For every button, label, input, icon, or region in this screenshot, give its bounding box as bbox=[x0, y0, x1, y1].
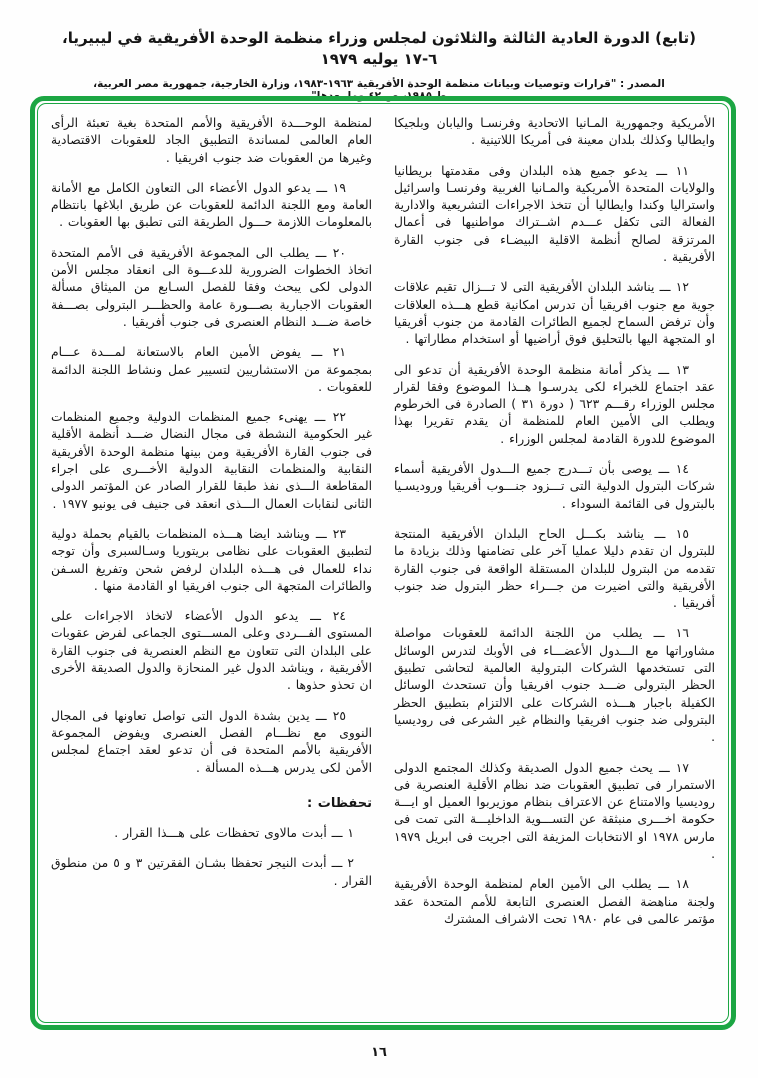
paragraph-17: ١٧ ـــ يحث جميع الدول الصديقة وكذلك المجتمع الدولى الاستمرار فى تطبيق العقوبات ضد نظام الأقلية العنصرية فى روديسيا والامتناع عن الاعتراف بنظام موزيربوا العميل او ايـــة حكومة اخـــرى منبثقة عن التســـوية الداخليـــة التى تمت فى مارس ١٩٧٨ او الانتخابات المزيفة التى اجريت فى ابريل ١٩٧٩ . bbox=[394, 760, 715, 861]
page-number: ١٦ bbox=[371, 1045, 387, 1060]
paragraph-19: ١٩ ـــ يدعو الدول الأعضاء الى التعاون الكامل مع الأمانة العامة ومع اللجنة الدائمة للعقوبات عن طريق ابلاغها بانتظام بالمعلومات اللازمة حـــول الطريقة التى تطبق بها العقوبات . bbox=[51, 180, 372, 230]
reservations-heading: تحفظات : bbox=[307, 795, 372, 811]
paragraph-22: ٢٢ ـــ يهنىء جميع المنظمات الدولية وجميع المنظمات غير الحكومية النشطة فى مجال النضال ضـــد أنظمة الأقلية فى جنوب القارة الأفريقية ومن بينها منظمة الوحدة الأفريقية النقابية والمنظمات النقابية الدولية الأخـــرى على اجراء المقاطعة الـــذى نفذ طبقا للقرار الصادر عن المؤتمر الدولى الثانى لنقابات العمال الـــذى انعقد فى جنيف فى يونيو ١٩٧٧ . bbox=[51, 410, 372, 511]
paragraph-14: ١٤ ـــ يوصى بأن تـــدرج جميع الـــدول الأفريقية أسماء شركات البترول الدولية التى تـــزود جنـــوب أفريقيا وروديسـيا بالبترول فى القائمة السوداء . bbox=[394, 462, 715, 511]
two-column-layout bbox=[51, 115, 715, 1015]
paragraph-continuation: الأمريكية وجمهورية المـانيا الاتحادية وفرنسـا واليابان وبلجيكا وايطاليا وكذلك بلدان معينة فى أمريكا اللاتينية . bbox=[394, 116, 715, 148]
paragraph-15: ١٥ ـــ يناشد بكـــل الحاح البلدان الأفريقية المنتجة للبترول ان تقدم دليلا عمليا آخر على تضامنها وذلك بزيادة ما تقدمه من البترول للبلدان المستقلة الواقعة فى جنوب القارة الأفريقية والتى اضيرت من جـــراء حظر البترول ضد جنوب أفريقيا . bbox=[394, 526, 715, 611]
page-header bbox=[0, 28, 758, 102]
paragraph-20: ٢٠ ـــ يطلب الى المجموعة الأفريقية فى الأمم المتحدة اتخاذ الخطوات الضرورية للدعـــوة الى انعقاد مجلس الأمن الدولى لكى يبحث وفقا للفصل السـابع من الميثاق مسألة العقوبات الاجبارية بصـــورة عامة والحظـــر البترولى بصـــفة خاصة ضـــد النظام العنصرى فى جنوب أفريقيا . bbox=[51, 245, 372, 329]
column-left bbox=[51, 115, 372, 1015]
reservation-1: ١ ـــ أبدت مالاوى تحفظات على هـــذا القرار . bbox=[114, 826, 354, 841]
column-right bbox=[394, 115, 715, 1015]
paragraph-13: ١٣ ـــ يذكر أمانة منظمة الوحدة الأفريقية أن تدعو الى عقد اجتماع للخبراء لكى يدرسـوا هــذا الموضوع وفقا لقرار مجلس الوزراء رقـــم ٦٢٣ ( دورة ٣١ ) الصادرة فى الخرطوم ويطلب الى الأمين العام للمنظمة أن يقدم تقريرا بهذا الموضوع للدورة القادمة لمجلس الوزراء . bbox=[394, 362, 715, 446]
paragraph-24: ٢٤ ـــ يدعو الدول الأعضاء لاتخاذ الاجراءات على المستوى الفـــردى وعلى المســـتوى الجماعى لفرض عقوبات على البلدان التى تتعاون مع النظم العنصرية فى جنوب القارة الأفريقية ، ويناشد الدول غير المنحازة والدول الصديقة الأخرى ان تحذو حذوها . bbox=[51, 609, 372, 693]
reservation-2: ٢ ـــ أبدت النيجر تحفظا بشـان الفقرتين ٣ و ٥ من منطوق القرار . bbox=[51, 856, 372, 888]
document-body bbox=[35, 101, 731, 1025]
green-border-frame bbox=[30, 96, 736, 1030]
paragraph-continuation: لمنظمة الوحـــدة الأفريقية والأمم المتحدة بغية تعبئة الرأى العام العالمى لمساندة التطبيق الجاد للعقوبات الاقتصادية وغيرها من العقوبات ضد جنوب افريقيا . bbox=[51, 116, 372, 165]
paragraph-16: ١٦ ـــ يطلب من اللجنة الدائمة للعقوبات مواصلة مشاوراتها مع الـــدول الأعضـــاء فى الأوبك لتدرس الوسائل التى تستخدمها الشركات البترولية العالمية لتحاشى تطبيق الحظر البترولى ضـــد جنوب افريقيا وأن تستحدث الوسائل الكفيلة باجبار هـــذه الشركات على الالتزام بتطبيق الحظر البترولى ضد جنوب افريقيا والنظام غير الشرعى فى روديسيا . bbox=[394, 626, 715, 745]
paragraph-23: ٢٣ ـــ ويناشد ايضا هـــذه المنظمات بالقيام بحملة دولية لتطبيق العقوبات على نظامى بريتوريا وسـالسبرى وأن توجه نداء للعمال فى هـــذه البلدان لرفض شحن وتفريغ السـفن والطائرات المتجهة الى جنوب افريقيا او القادمة منها . bbox=[51, 526, 372, 593]
paragraph-11: ١١ ـــ يدعو جميع هذه البلدان وفى مقدمتها بريطانيا والولايات المتحدة الأمريكية والمـانيا الغربية وفرنسـا واسرائيل واستراليا وكندا وايطاليا أن تتخذ الاجراءات التشريعية والادارية الفعالة التى تكفل عـــدم اشــتراك مواطنيها فى أعمال المرتزقة لصالح أنظمة الاقلية البيضـاء فى جنوب القارة الأفريقية . bbox=[394, 163, 715, 265]
source-line: المصدر : "قرارات وتوصيات وبيانات منظمة الوحدة الأفريقية ١٩٦٣-١٩٨٣، وزارة الخارجية، جمهورية مصر العربية، ط ١٩٨٥، ص ٤٢ وما بعدها" bbox=[93, 78, 665, 102]
paragraph-18: ١٨ ـــ يطلب الى الأمين العام لمنظمة الوحدة الأفريقية ولجنة مناهضة الفصل العنصرى التابعة للأمم المتحدة عقد مؤتمر عالمى فى عام ١٩٨٠ تحت الاشراف المشترك bbox=[394, 877, 715, 926]
paragraph-25: ٢٥ ـــ يدين بشدة الدول التى تواصل تعاونها فى المجال النووى مع نظـــام الفصل العنصرى ويفوض المجموعة الأفريقية بالأمم المتحدة فى أن تدعو لعقد اجتماع لمجلس الأمن لكى يدرس هـــذه المسألة . bbox=[51, 708, 372, 775]
paragraph-21: ٢١ ـــ يفوض الأمين العام بالاستعانة لمـــدة عـــام بمجموعة من الاستشاريين لتسيير عمل ونشاط اللجنة الدائمة للعقوبات . bbox=[51, 345, 372, 394]
document-title: (تابع) الدورة العادية الثالثة والثلاثون لمجلس وزراء منظمة الوحدة الأفريقية في ليبيريا، ٦-١٧ يوليه ١٩٧٩ bbox=[62, 29, 696, 68]
paragraph-12: ١٢ ـــ يناشد البلدان الأفريقية التى لا تـــزال تقيم علاقات جوية مع جنوب افريقيا أن تدرس امكانية قطع هـــذه العلاقات وأن ترفض السماح لجميع الطائرات القادمة من جنوب أفريقيا او المتجهة اليها بالتحليق فوق أراضيها أو استخدام مطاراتها . bbox=[394, 280, 715, 347]
